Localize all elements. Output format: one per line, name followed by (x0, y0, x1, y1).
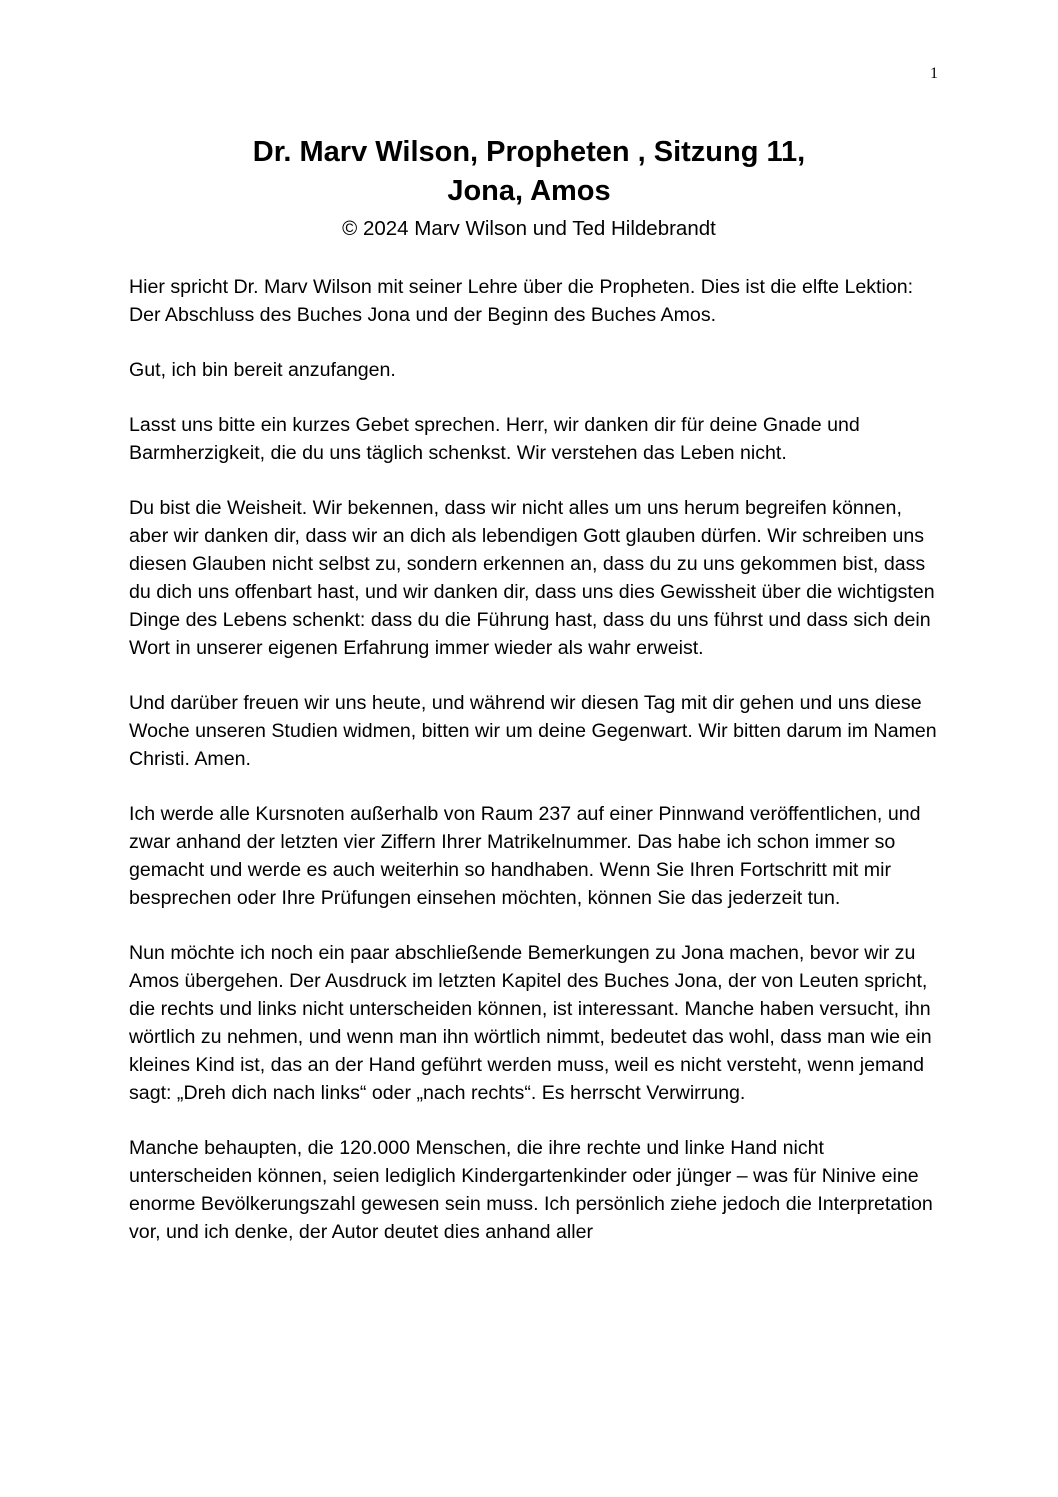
document-title-line-1: Dr. Marv Wilson, Propheten , Sitzung 11, (252, 136, 806, 168)
paragraph-course-grades: Ich werde alle Kursnoten außerhalb von Raum 237 auf einer Pinnwand veröffentlichen, und zwar anhand der letzten vier Ziffern Ihrer Matrikelnummer. Das habe ich schon immer so gemacht und werde es auch weiterhin so handhaben. Wenn Sie Ihren Fortschritt mit mir besprechen oder Ihre Prüfungen einsehen möchten, können Sie das jederzeit tun. (129, 803, 921, 909)
paragraph-prayer-end: Und darüber freuen wir uns heute, und während wir diesen Tag mit dir gehen und uns diese Woche unseren Studien widmen, bitten wir um deine Gegenwart. Wir bitten darum im Namen Christi. Amen. (129, 692, 937, 770)
paragraph-ready: Gut, ich bin bereit anzufangen. (129, 359, 396, 381)
paragraph-intro: Hier spricht Dr. Marv Wilson mit seiner Lehre über die Propheten. Dies ist die elfte Lektion: Der Abschluss des Buches Jona und der Beginn des Buches Amos. (129, 276, 914, 326)
page-number: 1 (930, 65, 938, 82)
copyright-notice: © 2024 Marv Wilson und Ted Hildebrandt (342, 217, 716, 240)
paragraph-nineveh-population: Manche behaupten, die 120.000 Menschen, die ihre rechte und linke Hand nicht unterscheiden können, seien lediglich Kindergartenkinder oder jünger – was für Ninive eine enorme Bevölkerungszahl gewesen sein muss. Ich persönlich ziehe jedoch die Interpretation vor, und ich denke, der Autor deutet dies anhand aller (129, 1137, 933, 1243)
document-body (129, 273, 944, 1273)
document-title-line-2: Jona, Amos (447, 175, 611, 207)
paragraph-prayer-start: Lasst uns bitte ein kurzes Gebet sprechen. Herr, wir danken dir für deine Gnade und Barmherzigkeit, die du uns täglich schenkst. Wir verstehen das Leben nicht. (129, 414, 860, 464)
paragraph-prayer-wisdom: Du bist die Weisheit. Wir bekennen, dass wir nicht alles um uns herum begreifen können, aber wir danken dir, dass wir an dich als lebendigen Gott glauben dürfen. Wir schreiben uns diesen Glauben nicht selbst zu, sondern erkennen an, dass du zu uns gekommen bist, dass du dich uns offenbart hast, und wir danken dir, dass uns dies Gewissheit über die wichtigsten Dinge des Lebens schenkt: dass du die Führung hast, dass du uns führst und dass sich dein Wort in unserer eigenen Erfahrung immer wieder als wahr erweist. (129, 497, 935, 659)
title-block (0, 133, 1058, 243)
paragraph-jonah-remarks: Nun möchte ich noch ein paar abschließende Bemerkungen zu Jona machen, bevor wir zu Amos übergehen. Der Ausdruck im letzten Kapitel des Buches Jona, der von Leuten spricht, die rechts und links nicht unterscheiden können, ist interessant. Manche haben versucht, ihn wörtlich zu nehmen, und wenn man ihn wörtlich nimmt, bedeutet das wohl, dass man wie ein kleines Kind ist, das an der Hand geführt werden muss, weil es nicht versteht, wenn jemand sagt: „Dreh dich nach links“ oder „nach rechts“. Es herrscht Verwirrung. (129, 942, 932, 1104)
